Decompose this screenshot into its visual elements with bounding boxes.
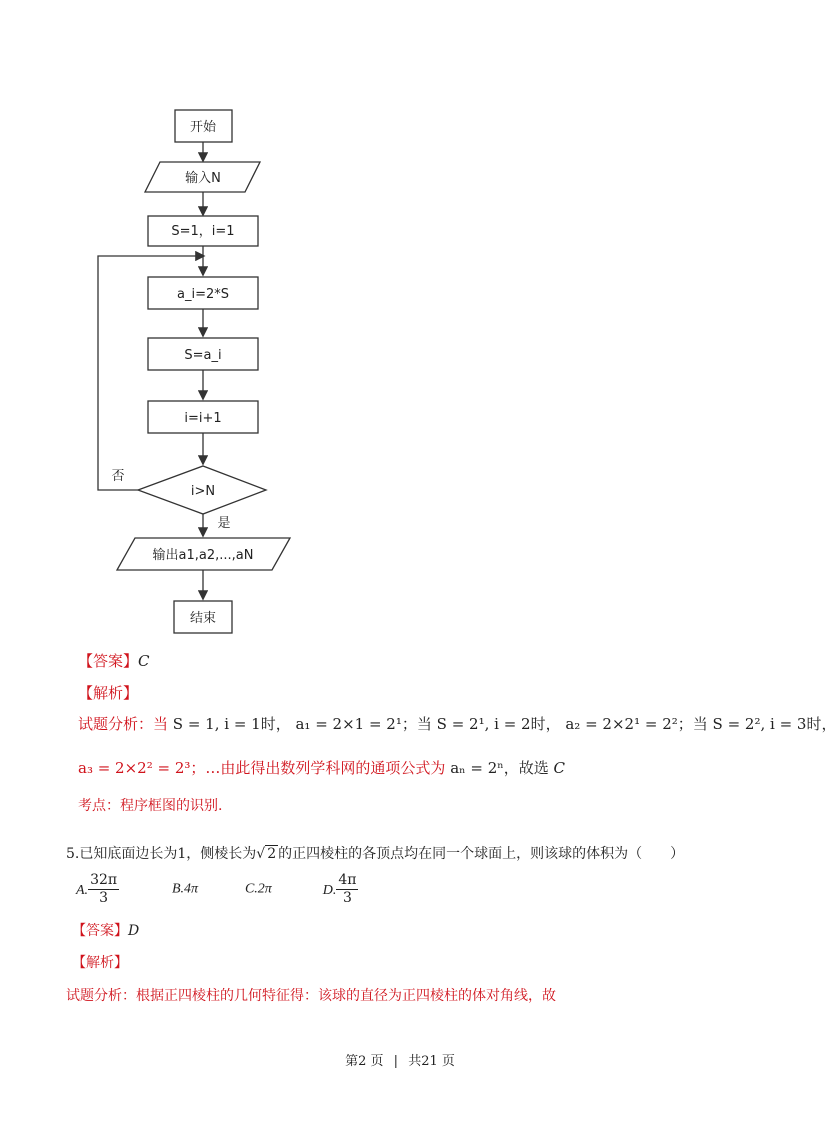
sqrt-two: √ 2 bbox=[256, 846, 277, 862]
answer-tag: 【答案】 bbox=[78, 652, 139, 670]
option-d-frac bbox=[336, 872, 358, 907]
sqrt-radicand: 2 bbox=[267, 846, 277, 862]
no-label: 否 bbox=[111, 469, 125, 484]
q4-analysis-line2 bbox=[78, 757, 565, 778]
start-label: 开始 bbox=[189, 120, 217, 135]
answer-value: C bbox=[138, 652, 150, 670]
init-label: S=1，i=1 bbox=[171, 224, 235, 239]
footer-total: 共21 页 bbox=[408, 1054, 455, 1069]
flowchart bbox=[90, 100, 310, 640]
option-a-frac bbox=[88, 872, 119, 907]
option-a-den: 3 bbox=[99, 890, 109, 906]
analysis-cond3: S = 2², i = 3时， bbox=[712, 715, 836, 733]
option-b: B.4π bbox=[171, 881, 199, 897]
analysis-a1: a₁ = 2×1 = 2¹；当 bbox=[295, 715, 432, 733]
q5-answer-tag: 【答案】 bbox=[72, 923, 128, 939]
option-c: C.2π bbox=[244, 881, 272, 897]
q5-text-rest: 的正四棱柱的各顶点均在同一个球面上，则该球的体积为（ ） bbox=[278, 846, 685, 862]
analysis-a3: a₃ = 2×2² = 2³；…由此得出数列学科网的通项公式为 bbox=[78, 759, 446, 777]
condition-label: i>N bbox=[190, 484, 216, 499]
step1-label: a_i=2*S bbox=[177, 287, 229, 302]
footer-page: 第2 页 bbox=[345, 1054, 384, 1069]
footer-sep: | bbox=[393, 1054, 399, 1069]
yes-label: 是 bbox=[217, 516, 231, 531]
analysis-prefix: 试题分析：当 bbox=[78, 715, 169, 733]
q5-analysis: 试题分析：根据正四棱柱的几何特征得：该球的直径为正四棱柱的体对角线，故 bbox=[66, 988, 556, 1004]
analysis-cond2: S = 2¹, i = 2时， bbox=[436, 715, 561, 733]
option-d-num: 4π bbox=[338, 872, 357, 888]
output-label: 输出a1,a2,...,aN bbox=[152, 548, 254, 563]
analysis-general: aₙ = 2ⁿ，故选 bbox=[450, 759, 549, 777]
analysis-a2: a₂ = 2×2¹ = 2²；当 bbox=[565, 715, 708, 733]
q5-analysis-tag: 【解析】 bbox=[72, 955, 128, 971]
q5-answer bbox=[72, 920, 139, 940]
page-footer bbox=[0, 1050, 800, 1069]
option-d-den: 3 bbox=[342, 890, 352, 906]
q5-question bbox=[66, 843, 684, 863]
analysis-choice: C bbox=[553, 759, 566, 777]
input-label: 输入N bbox=[185, 171, 221, 186]
q4-answer bbox=[78, 650, 150, 671]
q5-text: 5.已知底面边长为1，侧棱长为 bbox=[66, 846, 257, 862]
step2-label: S=a_i bbox=[184, 348, 222, 363]
option-a-num: 32π bbox=[90, 872, 118, 888]
analysis-cond1: S = 1, i = 1时， bbox=[172, 715, 291, 733]
q4-analysis-line1 bbox=[78, 713, 836, 734]
q4-analysis-tag: 【解析】 bbox=[78, 684, 139, 702]
end-label: 结束 bbox=[189, 611, 217, 626]
q5-answer-value: D bbox=[128, 923, 140, 939]
q5-options bbox=[76, 872, 358, 907]
option-d-label: D. bbox=[322, 882, 337, 898]
option-a-label: A. bbox=[76, 882, 89, 898]
step3-label: i=i+1 bbox=[184, 411, 222, 426]
q4-kaodian: 考点：程序框图的识别. bbox=[78, 798, 223, 814]
